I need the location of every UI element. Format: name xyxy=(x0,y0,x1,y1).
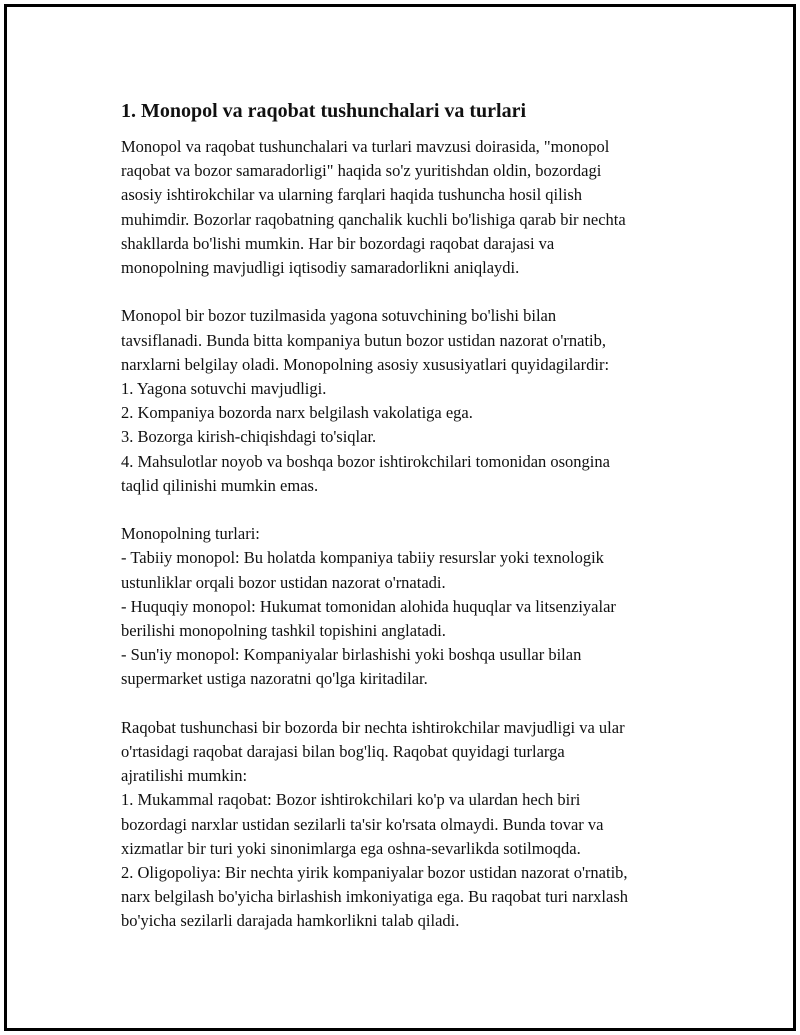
list-item: 1. Yagona sotuvchi mavjudligi. xyxy=(121,379,327,399)
paragraph-intro xyxy=(121,135,701,280)
paragraph-monopol xyxy=(121,304,701,498)
text-line: raqobat va bozor samaradorligi" haqida so'z yuritishdan oldin, bozordagi xyxy=(121,161,602,181)
paragraph-monopol-types xyxy=(121,522,701,691)
text-line: Monopol bir bozor tuzilmasida yagona sotuvchining bo'lishi bilan xyxy=(121,306,557,326)
text-line: xizmatlar bir turi yoki sinonimlarga ega oshna-sevarlikda sotilmoqda. xyxy=(121,838,581,858)
text-line: Raqobat tushunchasi bir bozorda bir nechta ishtirokchilar mavjudligi va ular xyxy=(121,717,625,737)
list-item: - Sun'iy monopol: Kompaniyalar birlashishi yoki boshqa usullar bilan xyxy=(121,645,582,665)
document-body xyxy=(121,97,701,958)
list-item: 2. Oligopoliya: Bir nechta yirik kompaniyalar bozor ustidan nazorat o'rnatib, xyxy=(121,863,628,883)
text-line: shakllarda bo'lishi mumkin. Har bir bozordagi raqobat darajasi va xyxy=(121,233,555,253)
text-line: narx belgilash bo'yicha birlashish imkoniyatiga ega. Bu raqobat turi narxlash xyxy=(121,887,629,907)
text-line: ajratilishi mumkin: xyxy=(121,766,248,786)
text-line: ustunliklar orqali bozor ustidan nazorat o'rnatadi. xyxy=(121,572,446,592)
list-item: - Tabiiy monopol: Bu holatda kompaniya tabiiy resurslar yoki texnologik xyxy=(121,548,604,568)
text-line: Monopolning turlari: xyxy=(121,524,260,544)
text-line: taqlid qilinishi mumkin emas. xyxy=(121,475,319,495)
list-item: 2. Kompaniya bozorda narx belgilash vakolatiga ega. xyxy=(121,403,473,423)
text-line: Monopol va raqobat tushunchalari va turlari mavzusi doirasida, "monopol xyxy=(121,137,610,156)
list-item: - Huquqiy monopol: Hukumat tomonidan alohida huquqlar va litsenziyalar xyxy=(121,596,616,616)
text-line: supermarket ustiga nazoratni qo'lga kiritadilar. xyxy=(121,669,428,689)
text-line: monopolning mavjudligi iqtisodiy samaradorlikni aniqlaydi. xyxy=(121,258,520,278)
text-line: tavsiflanadi. Bunda bitta kompaniya butun bozor ustidan nazorat o'rnatib, xyxy=(121,330,607,350)
text-line: bozordagi narxlar ustidan sezilarli ta'sir ko'rsata olmaydi. Bunda tovar va xyxy=(121,814,604,834)
list-item: 3. Bozorga kirish-chiqishdagi to'siqlar. xyxy=(121,427,377,447)
paragraph-raqobat xyxy=(121,716,701,934)
text-line: o'rtasidagi raqobat darajasi bilan bog'liq. Raqobat quyidagi turlarga xyxy=(121,742,565,762)
text-line: muhimdir. Bozorlar raqobatning qanchalik kuchli bo'lishiga qarab bir nechta xyxy=(121,209,626,229)
text-line: asosiy ishtirokchilar va ularning farqlari haqida tushuncha hosil qilish xyxy=(121,185,582,205)
list-item: 4. Mahsulotlar noyob va boshqa bozor ishtirokchilari tomonidan osongina xyxy=(121,451,610,471)
text-line: narxlarni belgilay oladi. Monopolning asosiy xususiyatlari quyidagilardir: xyxy=(121,354,610,374)
text-line: berilishi monopolning tashkil topishini anglatadi. xyxy=(121,621,446,641)
document-title: 1. Monopol va raqobat tushunchalari va turlari xyxy=(121,100,527,122)
page-frame xyxy=(4,4,796,1031)
text-line: bo'yicha sezilarli darajada hamkorlikni talab qiladi. xyxy=(121,911,460,931)
list-item: 1. Mukammal raqobat: Bozor ishtirokchilari ko'p va ulardan hech biri xyxy=(121,790,581,810)
